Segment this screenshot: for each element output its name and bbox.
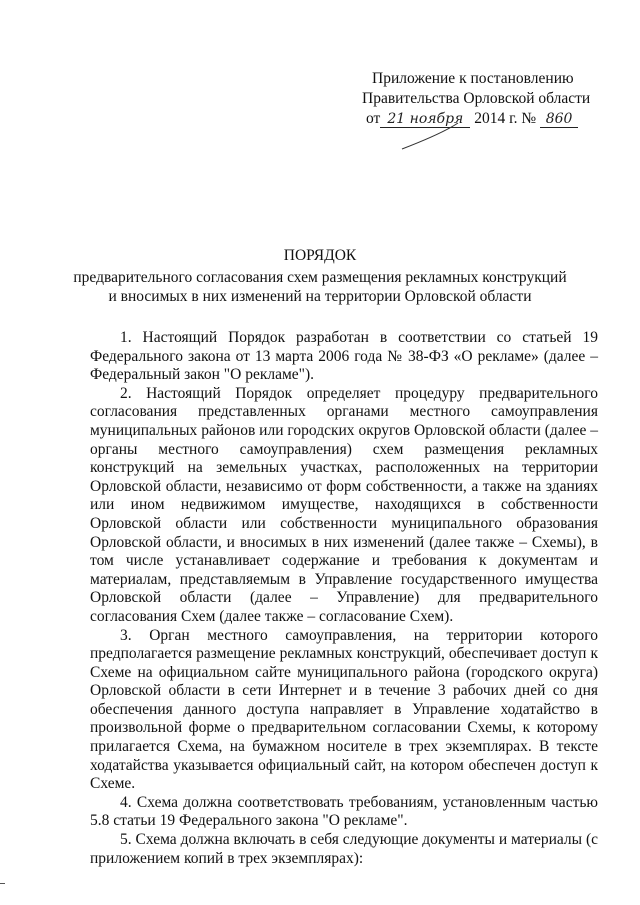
annex-year-text: 2014 г. №	[474, 110, 537, 127]
document-title-block	[0, 246, 640, 306]
paragraph-1: 1. Настоящий Порядок разработан в соответствии со статьей 19 Федерального закона от 13 марта 2006 года № 38-ФЗ «О рекламе» (далее – Федеральный закон "О рекламе").	[90, 329, 598, 384]
annex-from-label: от	[366, 110, 381, 127]
paragraph-2: 2. Настоящий Порядок определяет процедуру предварительного согласования представленных органами местного самоуправления муниципальных районов или городских округов Орловской области (далее – органы местного самоуправления) схем размещения рекламных конструкций на земельных участках, расположенных на территории Орловской области, независимо от форм собственности, а также на зданиях или ином недвижимом имуществе, находящихся в собственности Орловской области или собственности муниципального образования Орловской области, и вносимых в них изменений (далее также – Схемы), в том числе устанавливает содержание и требования к документам и материалам, представляемым в Управление государственного имущества Орловской области (далее – Управление) для предварительного согласования Схем (далее также – согласование Схем).	[90, 384, 598, 625]
paragraph-3: 3. Орган местного самоуправления, на территории которого предполагается размещение рекламных конструкций, обеспечивает доступ к Схеме на официальном сайте муниципального района (городского округа) Орловской области в сети Интернет и в течение 3 рабочих дней со дня обеспечения данного доступа направляет в Управление ходатайство в произвольной форме о предварительном согласовании Схемы, к которому прилагается Схема, на бумажном носителе в трех экземплярах. В тексте ходатайства указывается официальный сайт, на котором обеспечен доступ к Схеме.	[90, 626, 598, 793]
signature-flourish-icon	[396, 121, 466, 151]
annex-line-1: Приложение к постановлению	[372, 70, 574, 87]
scan-edge-mark	[0, 883, 5, 884]
annex-header	[360, 69, 600, 129]
document-subtitle-line-1: предварительного согласования схем размещения рекламных конструкций	[73, 269, 567, 286]
document-subtitle-line-2: и вносимых в них изменений на территории Орловской области	[108, 288, 532, 305]
handwritten-number: 860	[540, 112, 578, 128]
handwritten-date: 21 ноября	[380, 112, 470, 128]
annex-date-line	[360, 109, 600, 129]
paragraph-4: 4. Схема должна соответствовать требованиям, установленным частью 5.8 статьи 19 Федерального закона "О рекламе".	[90, 793, 598, 830]
document-body	[90, 329, 598, 868]
document-title: ПОРЯДОК	[283, 247, 357, 264]
paragraph-5: 5. Схема должна включать в себя следующие документы и материалы (с приложением копий в трех экземплярах):	[90, 831, 598, 867]
annex-line-2: Правительства Орловской области	[362, 90, 591, 107]
